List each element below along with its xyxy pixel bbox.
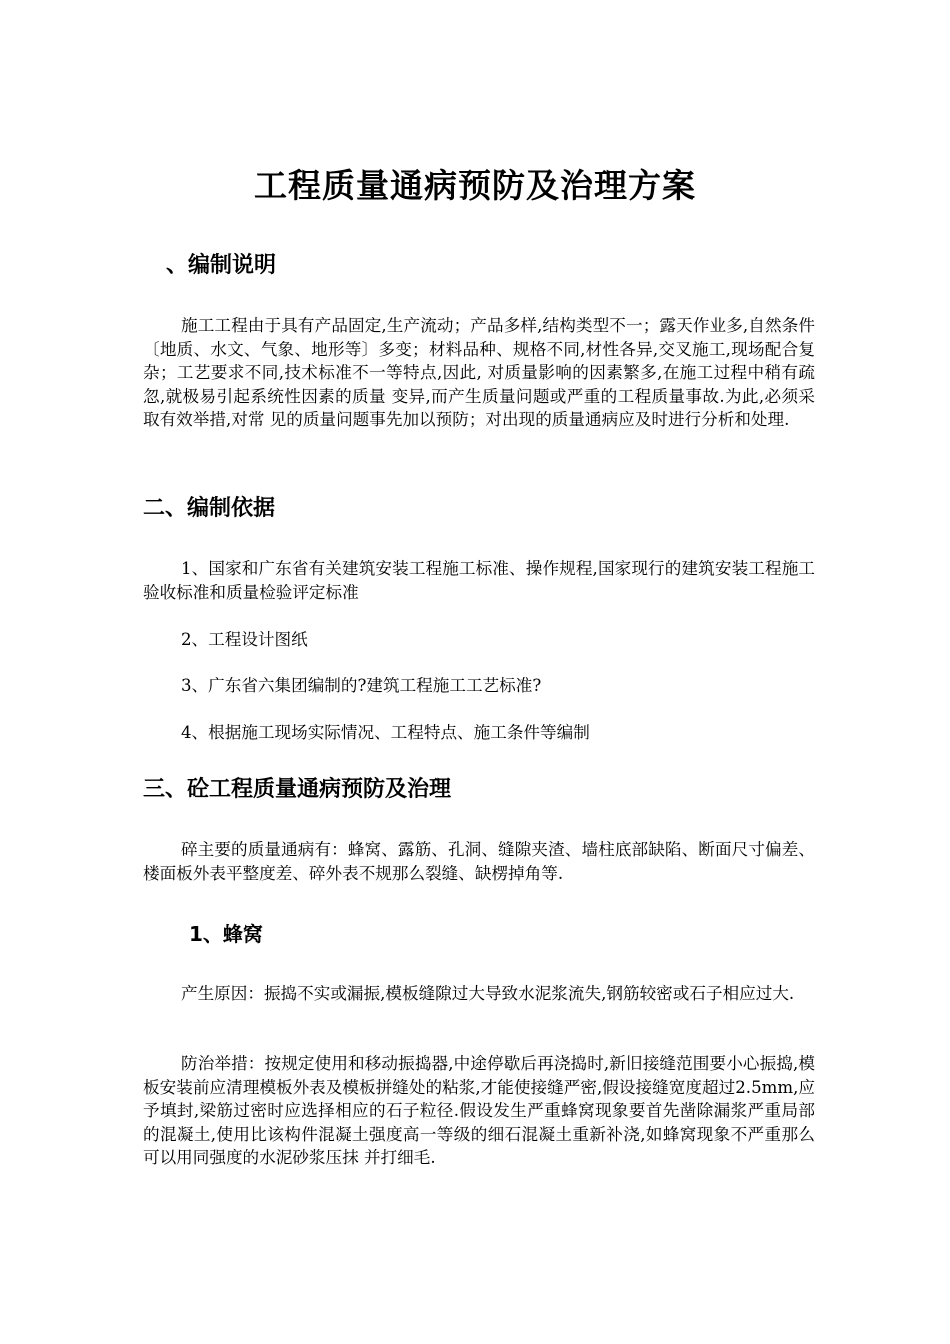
basis-item-2: 2、工程设计图纸 <box>181 630 308 649</box>
compilation-notes-paragraph: 施工工程由于具有产品固定,生产流动；产品多样,结构类型不一；露天作业多,自然条件〔地质、水文、气象、地形等〕多变；材料品种、规格不同,材性各异,交叉施工,现场配合复杂；工艺要求不同,技术标准不一等特点,因此, 对质量影响的因素繁多,在施工过程中稍有疏忽,就极易引起系统性因素的质量 变异,而产生质量问题或严重的工程质量事故.为此,必须采取有效举措,对常 见的质量问题事先加以预防；对出现的质量通病应及时进行分析和处理. <box>143 316 815 430</box>
basis-item-3: 3、广东省六集团编制的?建筑工程施工工艺标准? <box>181 676 542 695</box>
subsection-heading-honeycomb: 1、蜂窝 <box>189 922 263 946</box>
basis-item-1: 1、国家和广东省有关建筑安装工程施工标准、操作规程,国家现行的建筑安装工程施工验收标准和质量检验评定标准 <box>143 559 815 602</box>
concrete-defects-intro: 碎主要的质量通病有：蜂窝、露筋、孔洞、缝隙夹渣、墙柱底部缺陷、断面尺寸偏差、楼面板外表平整度差、碎外表不规那么裂缝、缺楞掉角等. <box>143 840 815 883</box>
section-heading-compilation-basis: 二、编制依据 <box>143 496 276 521</box>
document-title: 工程质量通病预防及治理方案 <box>254 166 696 205</box>
basis-item-4: 4、根据施工现场实际情况、工程特点、施工条件等编制 <box>181 723 590 742</box>
section-heading-compilation-notes: 、编制说明 <box>166 253 277 278</box>
section-heading-concrete-defects: 三、砼工程质量通病预防及治理 <box>143 777 452 802</box>
honeycomb-measures-paragraph: 防治举措：按规定使用和移动振捣器,中途停歇后再浇捣时,新旧接缝范围要小心振捣,模板安装前应清理模板外表及模板拼缝处的粘浆,才能使接缝严密,假设接缝宽度超过2.5mm,应予填封,梁筋过密时应选择相应的石子粒径.假设发生严重蜂窝现象要首先凿除漏浆严重局部的混凝土,使用比该构件混凝土强度高一等级的细石混凝土重新补浇,如蜂窝现象不严重那么可以用同强度的水泥砂浆压抹 并打细毛. <box>143 1054 815 1168</box>
honeycomb-cause-paragraph: 产生原因：振捣不实或漏振,模板缝隙过大导致水泥浆流失,钢筋较密或石子相应过大. <box>181 984 795 1003</box>
